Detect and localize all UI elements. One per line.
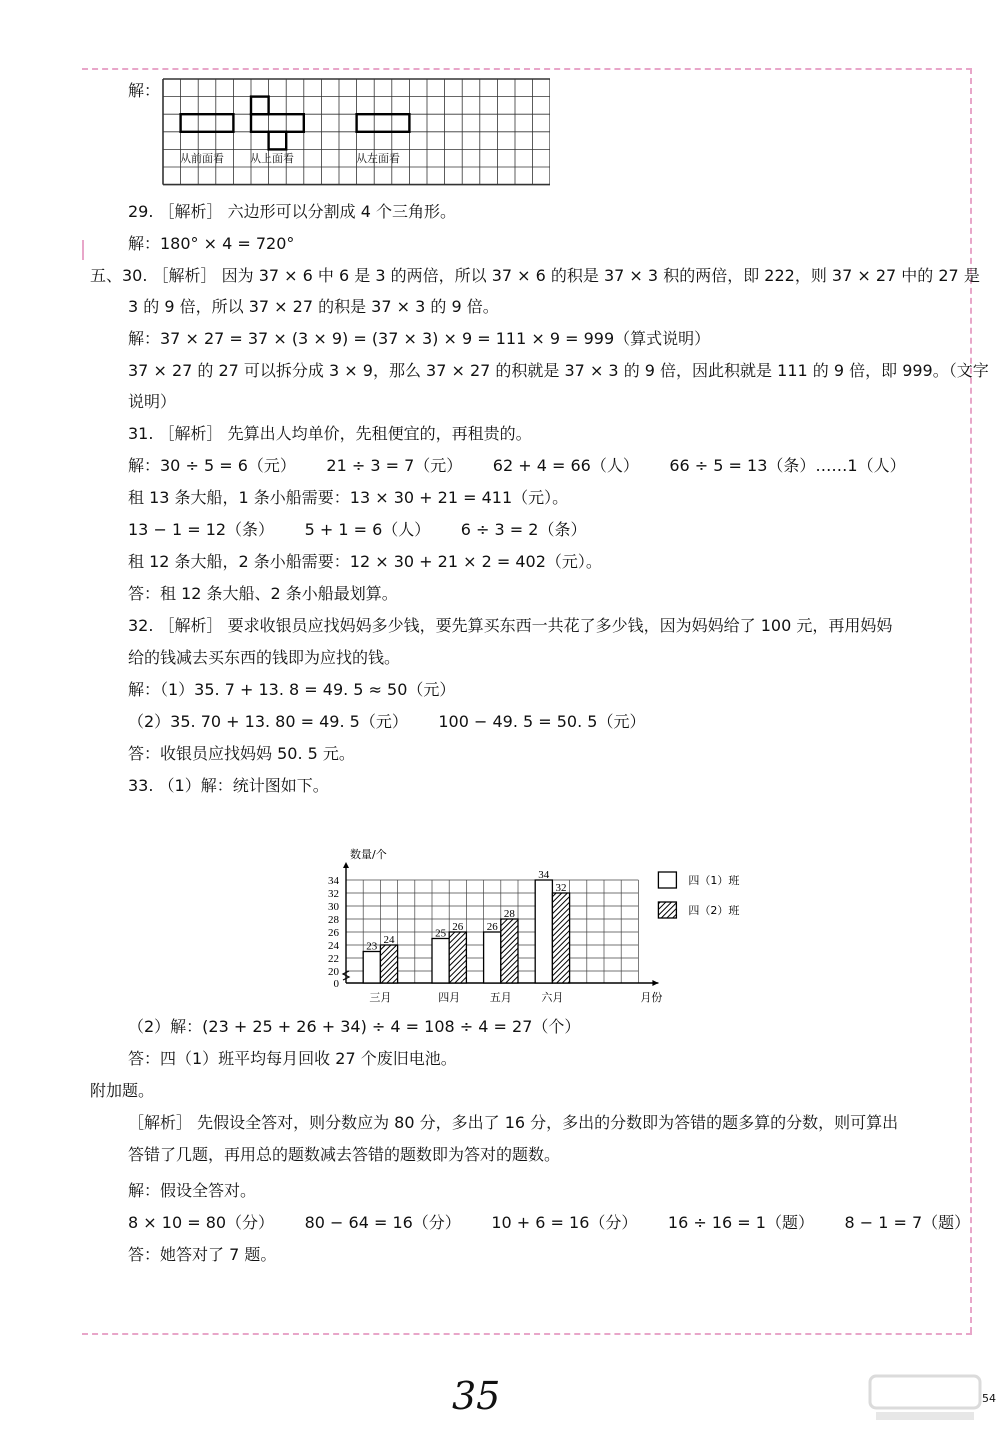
q32-analysis: 32. ［解析］ 要求收银员应找妈妈多少钱，要先算买东西一共花了多少钱，因为妈妈给了 100 元，再用妈妈 bbox=[128, 616, 893, 635]
legend-swatch bbox=[658, 872, 676, 888]
x-tick-label: 六月 bbox=[541, 991, 564, 1004]
view-front-label: 从前面看 bbox=[180, 152, 224, 165]
left-view-shape bbox=[357, 114, 410, 132]
bonus-analysis: ［解析］ 先假设全答对，则分数应为 80 分，多出了 16 分，多出的分数即为答错的题多算的分数，则可算出 bbox=[128, 1113, 899, 1132]
bar-class1 bbox=[363, 952, 380, 984]
page-frame-right bbox=[970, 68, 972, 1333]
bar-chart bbox=[318, 808, 748, 1008]
y-tick-label: 28 bbox=[328, 914, 339, 926]
bar-value-label: 34 bbox=[538, 869, 550, 881]
q30-explanation-cont: 说明） bbox=[128, 392, 177, 411]
q31-step-3: 租 12 条大船，2 条小船需要：12 × 30 + 21 × 2 = 402（元）。 bbox=[128, 552, 602, 571]
q31-solution: 解：30 ÷ 5 = 6（元） 21 ÷ 3 = 7（元） 62 + 4 = 66（人） 66 ÷ 5 = 13（条）……1（人） bbox=[128, 456, 906, 475]
y-tick-label: 20 bbox=[328, 966, 339, 978]
q33-part-1: 33. （1）解：统计图如下。 bbox=[128, 776, 329, 795]
q33-answer: 答：四（1）班平均每月回收 27 个废旧电池。 bbox=[128, 1049, 457, 1068]
bar-class2 bbox=[552, 893, 569, 983]
page-frame-left-mark bbox=[82, 240, 84, 260]
bar-class1 bbox=[484, 932, 501, 983]
legend-swatch bbox=[658, 902, 676, 918]
handwritten-page-number: 35 bbox=[452, 1374, 501, 1418]
x-axis-arrow bbox=[652, 980, 658, 986]
bonus-answer: 答：她答对了 7 题。 bbox=[128, 1245, 277, 1264]
q30-analysis-cont: 3 的 9 倍，所以 37 × 27 的积是 37 × 3 的 9 倍。 bbox=[128, 297, 499, 316]
watermark-logo bbox=[866, 1370, 984, 1426]
y-tick-label: 34 bbox=[328, 875, 339, 887]
q32-analysis-cont: 给的钱减去买东西的钱即为应找的钱。 bbox=[128, 648, 401, 667]
page-number: 54 bbox=[982, 1392, 996, 1405]
front-view-shape bbox=[181, 114, 234, 132]
y-tick-label: 24 bbox=[328, 940, 339, 952]
bar-value-label: 23 bbox=[366, 940, 378, 953]
y-tick-label: 0 bbox=[333, 978, 339, 990]
bar-value-label: 24 bbox=[383, 934, 395, 946]
page-frame-top bbox=[82, 68, 972, 70]
x-axis-label: 月份 bbox=[640, 991, 663, 1004]
x-tick-label: 四月 bbox=[438, 991, 461, 1004]
y-axis-label: 数量/个 bbox=[350, 848, 387, 861]
top-view-shape-bottom bbox=[269, 132, 287, 150]
q31-step-1: 租 13 条大船，1 条小船需要：13 × 30 + 21 = 411（元）。 bbox=[128, 488, 569, 507]
q30-analysis: 五、30. ［解析］ 因为 37 × 6 中 6 是 3 的两倍，所以 37 × 6 的积是 37 × 3 积的两倍，即 222，则 37 × 27 中的 27 是 bbox=[90, 266, 980, 285]
top-view-shape-mid bbox=[251, 114, 304, 132]
legend-label: 四（1）班 bbox=[688, 874, 740, 887]
bar-class2 bbox=[501, 919, 518, 983]
bonus-analysis-cont: 答错了几题，再用总的题数减去答错的题数即为答对的题数。 bbox=[128, 1145, 561, 1164]
bar-value-label: 25 bbox=[435, 927, 447, 940]
legend-label: 四（2）班 bbox=[688, 904, 740, 917]
bar-class2 bbox=[380, 945, 397, 983]
bar-chart-svg bbox=[318, 808, 748, 1008]
three-view-grid bbox=[162, 78, 550, 186]
y-tick-label: 26 bbox=[328, 927, 339, 939]
view-left-label: 从左面看 bbox=[356, 152, 400, 165]
y-tick-label: 22 bbox=[328, 953, 339, 965]
q31-analysis: 31. ［解析］ 先算出人均单价，先租便宜的，再租贵的。 bbox=[128, 424, 532, 443]
bar-value-label: 26 bbox=[452, 921, 464, 933]
q31-step-2: 13 − 1 = 12（条） 5 + 1 = 6（人） 6 ÷ 3 = 2（条） bbox=[128, 520, 587, 539]
q30-solution: 解：37 × 27 = 37 × (3 × 9) = (37 × 3) × 9 = 111 × 9 = 999（算式说明） bbox=[128, 329, 711, 348]
three-view-grid-svg bbox=[162, 78, 550, 186]
q32-answer: 答：收银员应找妈妈 50. 5 元。 bbox=[128, 744, 355, 763]
bar-value-label: 26 bbox=[486, 921, 498, 933]
y-tick-label: 30 bbox=[328, 901, 339, 913]
q30-explanation: 37 × 27 的 27 可以拆分成 3 × 9，那么 37 × 27 的积就是 37 × 3 的 9 倍，因此积就是 111 的 9 倍，即 999。（文字 bbox=[128, 361, 989, 380]
q32-solution-2: （2）35. 70 + 13. 80 = 49. 5（元） 100 − 49. 5 = 50. 5（元） bbox=[128, 712, 646, 731]
x-tick-label: 五月 bbox=[489, 991, 512, 1004]
y-tick-label: 32 bbox=[328, 888, 339, 900]
bar-class1 bbox=[535, 880, 552, 983]
bar-value-label: 32 bbox=[555, 882, 567, 894]
q33-part-2: （2）解：(23 + 25 + 26 + 34) ÷ 4 = 108 ÷ 4 = 27（个） bbox=[128, 1017, 581, 1036]
x-tick-label: 三月 bbox=[369, 991, 392, 1004]
q29-analysis: 29. ［解析］ 六边形可以分割成 4 个三角形。 bbox=[128, 202, 456, 221]
bar-class2 bbox=[449, 932, 466, 983]
top-view-shape-top bbox=[251, 97, 269, 115]
bar-class1 bbox=[432, 939, 449, 984]
grid-jie-label: 解： bbox=[128, 81, 161, 100]
q29-solution: 解：180° × 4 = 720° bbox=[128, 234, 295, 253]
bonus-steps: 8 × 10 = 80（分） 80 − 64 = 16（分） 10 + 6 = 16（分） 16 ÷ 16 = 1（题） 8 − 1 = 7（题） bbox=[128, 1213, 971, 1232]
bonus-title: 附加题。 bbox=[90, 1081, 155, 1100]
y-axis-break bbox=[343, 971, 349, 980]
page-frame-bottom bbox=[82, 1333, 972, 1335]
q32-solution-1: 解：（1）35. 7 + 13. 8 = 49. 5 ≈ 50（元） bbox=[128, 680, 456, 699]
y-axis-arrow bbox=[343, 862, 349, 868]
bar-value-label: 28 bbox=[503, 908, 515, 920]
bonus-solution: 解：假设全答对。 bbox=[128, 1181, 257, 1200]
view-top-label: 从上面看 bbox=[250, 152, 294, 165]
q31-answer: 答：租 12 条大船、2 条小船最划算。 bbox=[128, 584, 398, 603]
